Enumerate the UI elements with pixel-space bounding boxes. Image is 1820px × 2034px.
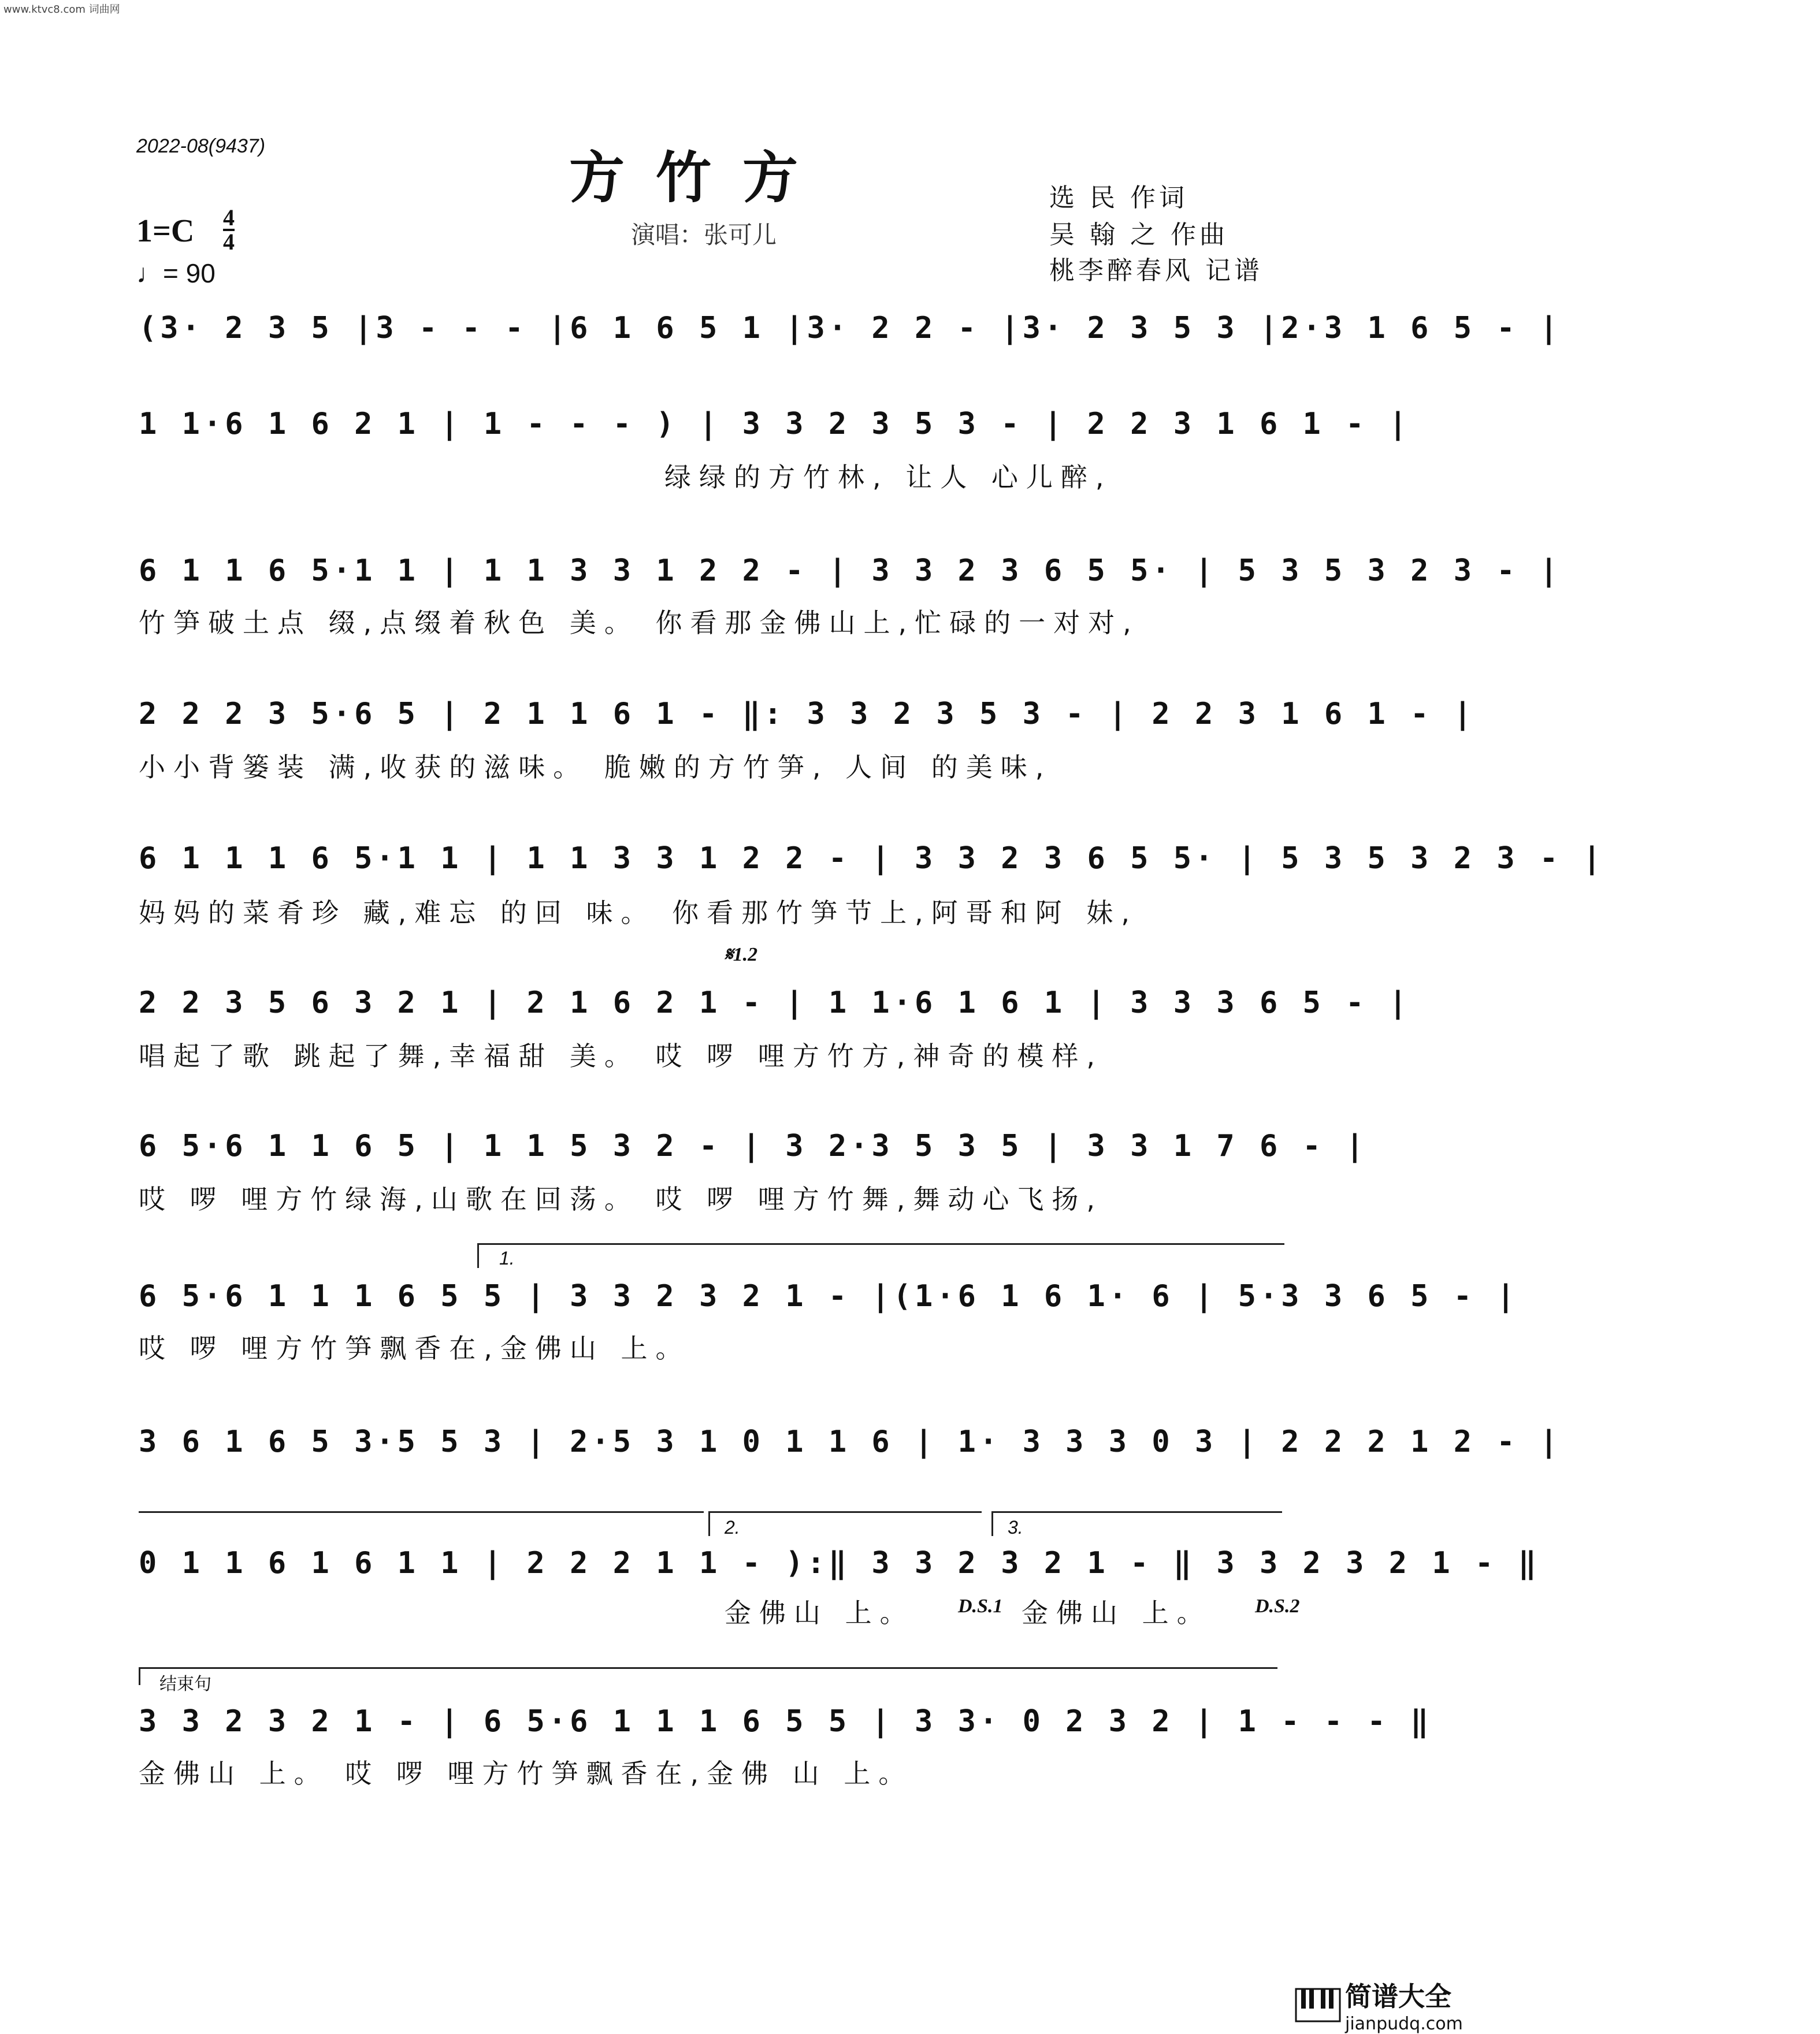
notation-line-11: 3 3 2 3 2 1 - | 6 5·6 1 1 1 6 5 5 | 3 3· 0 2 3 2 | 1 - - - ‖: [139, 1704, 1432, 1739]
notation-line-4: 2 2 2 3 5·6 5 | 2 1 1 6 1 - ‖: 3 3 2 3 5 3 - | 2 2 3 1 6 1 - |: [139, 697, 1476, 731]
piano-icon: [1295, 1988, 1340, 2022]
composer-credit: 吴 翰 之 作曲: [1049, 220, 1228, 250]
time-signature: [223, 204, 235, 255]
brand-logo: [1295, 1976, 1463, 2034]
singer-credit: 演唱：张可儿: [631, 221, 777, 249]
volta-continuation: [139, 1511, 704, 1513]
lyric-line-10-b: 金佛山 上。: [1022, 1597, 1212, 1628]
notation-line-8: 6 5·6 1 1 1 6 5 5 | 3 3 2 3 2 1 - |(1·6 1 6 1· 6 | 5·3 3 6 5 - |: [139, 1279, 1518, 1314]
brand-url: jianpudq.com: [1345, 2014, 1463, 2034]
lyric-line-8: 哎 啰 哩方竹笋飘香在,金佛山 上。: [139, 1333, 690, 1364]
lyric-line-2: 绿绿的方竹林, 让人 心儿醉,: [664, 462, 1112, 493]
brand-name: 简谱大全: [1345, 1981, 1451, 2012]
volta-label-1: 1.: [499, 1248, 515, 1269]
key-signature: 1=C: [136, 213, 195, 249]
coda-label: 结束句: [159, 1674, 211, 1694]
lyric-line-4: 小小背篓装 满,收获的滋味。 脆嫩的方竹笋, 人间 的美味,: [139, 752, 1052, 783]
notation-line-9: 3 6 1 6 5 3·5 5 3 | 2·5 3 1 0 1 1 6 | 1· 3 3 3 0 3 | 2 2 2 1 2 - |: [139, 1425, 1562, 1459]
lyric-line-11: 金佛山 上。 哎 啰 哩方竹笋飘香在,金佛 山 上。: [139, 1758, 913, 1789]
volta-bracket-2: [708, 1511, 982, 1536]
song-title: 方竹方: [569, 145, 829, 210]
volta-bracket-1: [477, 1243, 1284, 1268]
notation-line-6: 2 2 3 5 6 3 2 1 | 2 1 6 2 1 - | 1 1·6 1 6 1 | 3 3 3 6 5 - |: [139, 986, 1411, 1020]
segno-marker: 𝄋1.2: [725, 944, 758, 965]
quarter-note-icon: ♩: [136, 258, 163, 288]
volta-label-3: 3.: [1008, 1517, 1023, 1538]
notation-line-2: 1 1·6 1 6 2 1 | 1 - - - ) | 3 3 2 3 5 3 - | 2 2 3 1 6 1 - |: [139, 407, 1411, 441]
notation-line-3: 6 1 1 6 5·1 1 | 1 1 3 3 1 2 2 - | 3 3 2 3 6 5 5· | 5 3 5 3 2 3 - |: [139, 553, 1562, 588]
ds2-marker: D.S.2: [1255, 1596, 1300, 1617]
lyric-line-3: 竹笋破土点 缀,点缀着秋色 美。 你看那金佛山上,忙碌的一对对,: [139, 607, 1139, 638]
coda-bracket: [139, 1667, 1277, 1685]
ds1-marker: D.S.1: [958, 1596, 1003, 1617]
lyric-line-5: 妈妈的菜肴珍 藏,难忘 的回 味。 你看那竹笋节上,阿哥和阿 妹,: [139, 897, 1138, 928]
lyric-line-10-a: 金佛山 上。: [725, 1597, 915, 1628]
volta-bracket-3: [991, 1511, 1282, 1536]
volta-label-2: 2.: [725, 1517, 740, 1538]
notation-line-7: 6 5·6 1 1 6 5 | 1 1 5 3 2 - | 3 2·3 5 3 5 | 3 3 1 7 6 - |: [139, 1129, 1368, 1163]
tempo-marking: [136, 258, 216, 289]
lyric-line-7: 哎 啰 哩方竹绿海,山歌在回荡。 哎 啰 哩方竹舞,舞动心飞扬,: [139, 1184, 1103, 1215]
lyricist-credit: 选 民 作词: [1049, 183, 1188, 213]
notation-line-1: (3· 2 3 5 |3 - - - |6 1 6 5 1 |3· 2 2 - |3· 2 3 5 3 |2·3 1 6 5 - |: [139, 311, 1562, 345]
lyric-line-6: 唱起了歌 跳起了舞,幸福甜 美。 哎 啰 哩方竹方,神奇的模样,: [139, 1040, 1103, 1072]
notation-line-5: 6 1 1 1 6 5·1 1 | 1 1 3 3 1 2 2 - | 3 3 2 3 6 5 5· | 5 3 5 3 2 3 - |: [139, 841, 1604, 876]
notation-line-10: 0 1 1 6 1 6 1 1 | 2 2 2 1 1 - ):‖ 3 3 2 3 2 1 - ‖ 3 3 2 3 2 1 - ‖: [139, 1546, 1540, 1581]
transcriber-credit: 桃李醉春风 记谱: [1049, 256, 1263, 285]
time-signature-bottom: 4: [223, 229, 235, 255]
document-code: 2022-08(9437): [136, 135, 266, 157]
time-signature-top: 4: [223, 204, 235, 230]
tempo-value: = 90: [163, 258, 216, 288]
site-header: www.ktvc8.com 词曲网: [3, 3, 120, 16]
